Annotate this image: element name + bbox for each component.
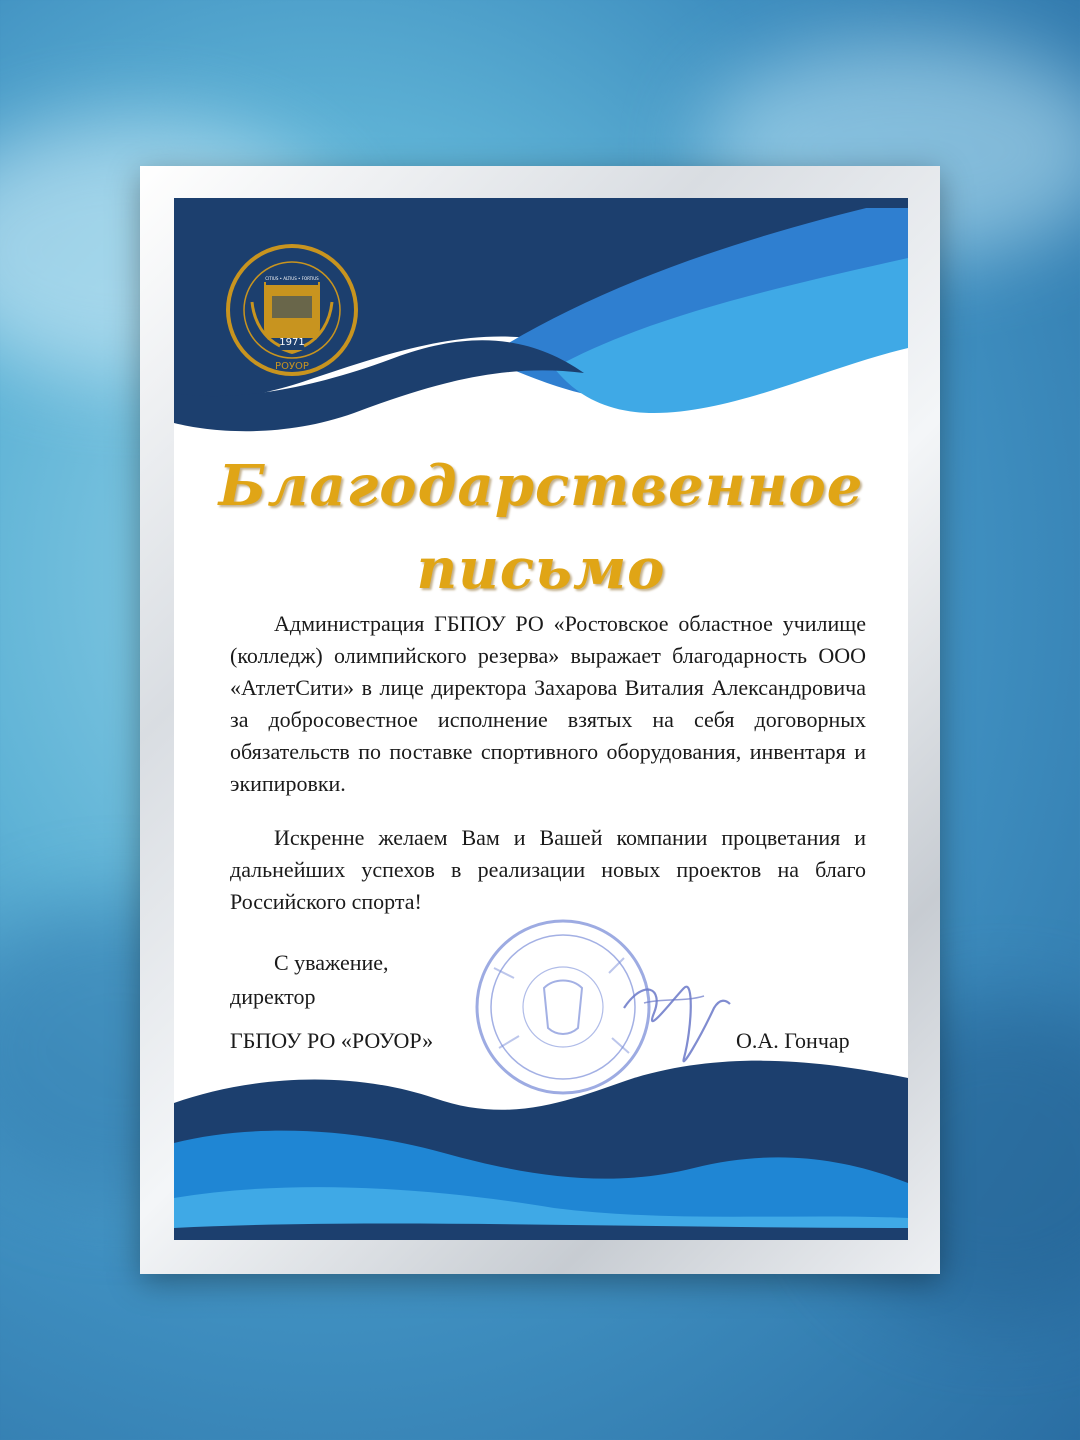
letter-title-line2: письмо — [416, 536, 666, 602]
closing-text: С уважение, — [274, 950, 389, 975]
organization-text: ГБПОУ РО «РОУОР» — [230, 1028, 434, 1053]
letter-sheet — [174, 198, 908, 1240]
letter-paragraph-1: Администрация ГБПОУ РО «Ростовское областное училище (колледж) олимпийского резерва» выражает благодарность ООО «АтлетСити» в лице директора Захарова Виталия Александровича за добросовестное исполнение взятых на себя договорных обязательств по поставке спортивного оборудования, инвентаря и экипировки. — [230, 611, 866, 796]
position-text: директор — [230, 984, 316, 1009]
emblem-abbr: РОУОР — [275, 361, 309, 372]
college-emblem-icon — [224, 242, 360, 378]
letter-title-line1: Благодарственное — [218, 453, 864, 519]
emblem-year: 1971 — [279, 337, 305, 348]
letter-paragraph-2: Искренне желаем Вам и Вашей компании процветания и дальнейших успехов в реализации новых проектов на благо Российского спорта! — [230, 825, 866, 914]
signatory-name: О.А. Гончар — [736, 1028, 850, 1053]
emblem-motto: CITIUS • ALTIUS • FORTIUS — [265, 276, 319, 281]
handwritten-signature-icon — [614, 968, 734, 1078]
